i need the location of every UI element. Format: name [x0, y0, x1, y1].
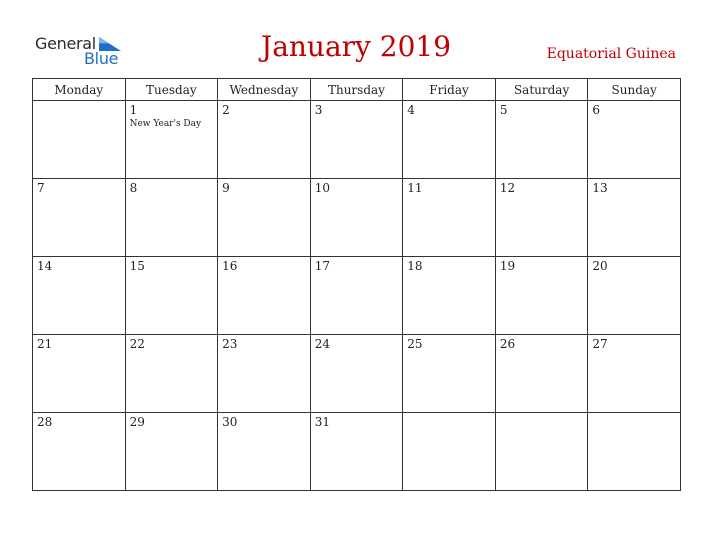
day-number: 15: [129, 259, 145, 273]
day-cell: [125, 257, 218, 335]
day-number: 9: [222, 181, 230, 195]
day-cell: [310, 101, 403, 179]
day-number: 13: [592, 181, 608, 195]
day-cell: [218, 257, 311, 335]
holiday-label: [33, 273, 125, 275]
week-row: [33, 257, 681, 335]
holiday-label: [311, 273, 403, 275]
holiday-label: [33, 351, 125, 353]
holiday-label: [403, 351, 495, 353]
week-row: [33, 335, 681, 413]
day-number: 23: [222, 337, 238, 351]
holiday-label: [218, 273, 310, 275]
day-cell: [403, 257, 496, 335]
day-cell: [33, 413, 126, 491]
holiday-label: [33, 195, 125, 197]
day-cell: [588, 413, 681, 491]
day-cell: [33, 179, 126, 257]
day-cell: [33, 257, 126, 335]
day-cell: [588, 257, 681, 335]
holiday-label: [126, 429, 218, 431]
day-cell: [588, 335, 681, 413]
day-number: 16: [222, 259, 238, 273]
holiday-label: [588, 273, 680, 275]
holiday-label: [496, 273, 588, 275]
day-number: 1: [129, 103, 138, 117]
holiday-label: [496, 351, 588, 353]
holiday-label: [496, 195, 588, 197]
day-cell: [403, 413, 496, 491]
day-cell: [125, 335, 218, 413]
country-name: Equatorial Guinea: [546, 46, 676, 62]
day-cell: [218, 101, 311, 179]
holiday-label: [311, 117, 403, 119]
day-number: 6: [592, 103, 601, 117]
day-number: 17: [314, 259, 330, 273]
day-cell: [310, 413, 403, 491]
day-cell: [495, 257, 588, 335]
day-number: 29: [129, 415, 145, 429]
day-number: 28: [37, 415, 53, 429]
holiday-label: [218, 195, 310, 197]
day-cell: [495, 179, 588, 257]
holiday-label: [496, 117, 588, 119]
weekday-header: Saturday: [495, 79, 588, 101]
day-cell: [403, 101, 496, 179]
holiday-label: [218, 117, 310, 119]
day-cell: [218, 179, 311, 257]
weekday-header: Monday: [33, 79, 126, 101]
weekday-header-row: [33, 79, 681, 101]
holiday-label: [126, 273, 218, 275]
weekday-header: Thursday: [310, 79, 403, 101]
day-cell: [495, 413, 588, 491]
day-number: 5: [499, 103, 508, 117]
day-number: 20: [592, 259, 608, 273]
holiday-label: [403, 415, 495, 417]
day-number: 24: [314, 337, 330, 351]
holiday-label: [588, 117, 680, 119]
holiday-label: [33, 103, 125, 105]
day-number: 19: [499, 259, 516, 273]
day-number: 2: [222, 103, 230, 117]
holiday-label: [33, 429, 125, 431]
day-number: 27: [592, 337, 608, 351]
day-cell: [495, 101, 588, 179]
holiday-label: [126, 195, 218, 197]
day-cell: [588, 179, 681, 257]
day-cell: [125, 101, 218, 179]
holiday-label: [311, 429, 403, 431]
day-cell: [310, 335, 403, 413]
day-cell: [310, 179, 403, 257]
day-number: 26: [499, 337, 516, 351]
week-row: [33, 179, 681, 257]
holiday-label: [588, 195, 680, 197]
day-number: 18: [407, 259, 423, 273]
holiday-label: [311, 195, 403, 197]
day-cell: [33, 335, 126, 413]
holiday-label: [126, 351, 218, 353]
holiday-label: [403, 195, 495, 197]
weekday-header: Tuesday: [125, 79, 218, 101]
day-number: 12: [499, 181, 516, 195]
day-number: 7: [37, 181, 45, 195]
day-cell: [125, 179, 218, 257]
holiday-label: [403, 273, 495, 275]
day-number: 11: [407, 181, 423, 195]
day-cell: [33, 101, 126, 179]
logo-general-text: General: [35, 34, 96, 53]
holiday-label: [218, 351, 310, 353]
day-number: 14: [37, 259, 53, 273]
holiday-label: [588, 415, 680, 417]
weekday-header: Sunday: [588, 79, 681, 101]
day-cell: [403, 335, 496, 413]
day-number: 3: [314, 103, 323, 117]
day-cell: [588, 101, 681, 179]
calendar-title: January 2019: [260, 30, 452, 63]
holiday-label: [496, 415, 588, 417]
day-number: 4: [407, 103, 415, 117]
holiday-label: New Year's Day: [129, 119, 202, 129]
holiday-label: [403, 117, 495, 119]
day-number: 10: [314, 181, 330, 195]
day-cell: [218, 335, 311, 413]
day-number: 25: [407, 337, 423, 351]
day-cell: [495, 335, 588, 413]
week-row: [33, 413, 681, 491]
weekday-header: Friday: [403, 79, 496, 101]
day-number: 30: [222, 415, 238, 429]
holiday-label: [311, 351, 403, 353]
weekday-header: Wednesday: [218, 79, 311, 101]
day-cell: [218, 413, 311, 491]
day-cell: [403, 179, 496, 257]
logo-blue-text: Blue: [84, 49, 119, 68]
day-number: 8: [129, 181, 138, 195]
day-cell: [125, 413, 218, 491]
day-number: 31: [314, 415, 330, 429]
holiday-label: [588, 351, 680, 353]
day-cell: [310, 257, 403, 335]
week-row: [33, 101, 681, 179]
day-number: 22: [129, 337, 145, 351]
day-number: 21: [37, 337, 53, 351]
calendar-grid: [32, 78, 681, 491]
holiday-label: [218, 429, 310, 431]
